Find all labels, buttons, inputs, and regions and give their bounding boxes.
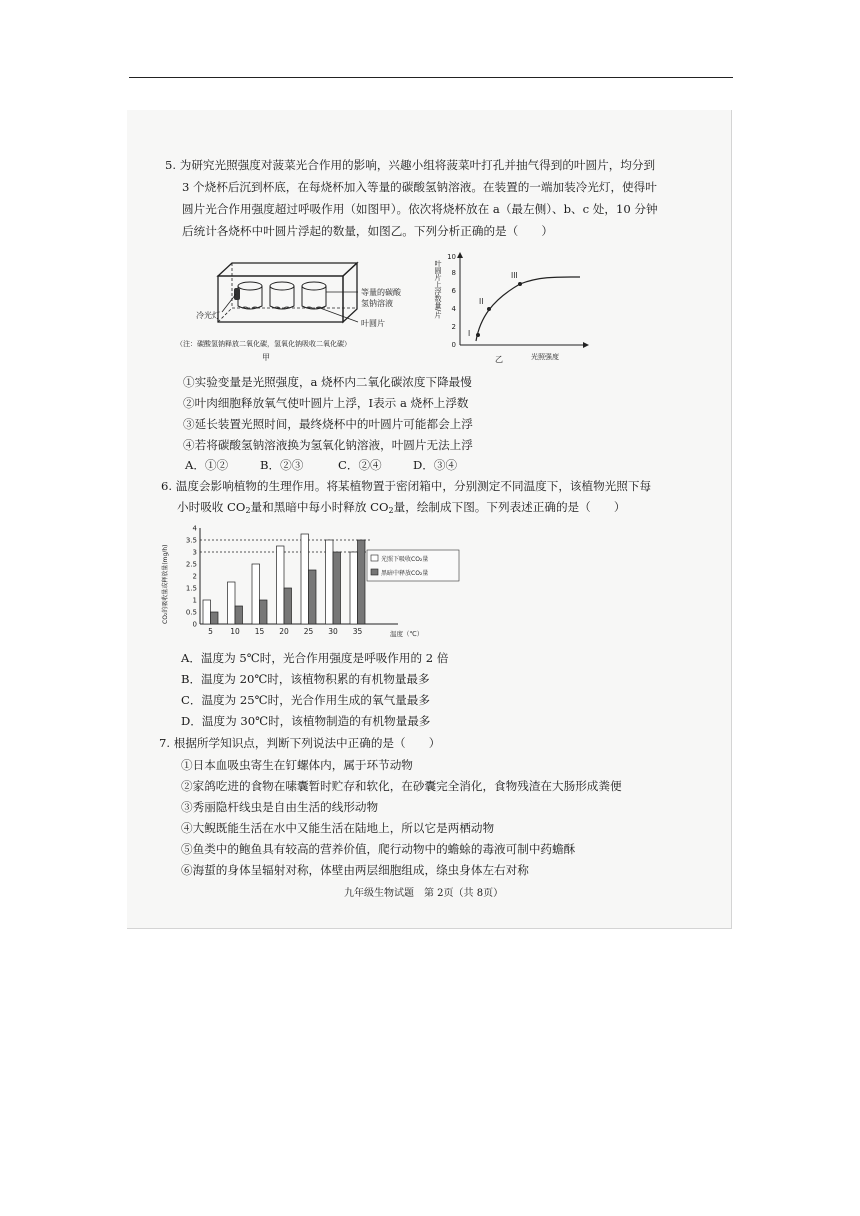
chart-xtick-label: 10 bbox=[230, 627, 240, 636]
q7-statement-1: ①日本血吸虫寄生在钉螺体内，属于环节动物 bbox=[181, 758, 413, 772]
point-label-1: I bbox=[468, 329, 471, 338]
q5-stem-line-2: 3 个烧杯后沉到杯底，在每烧杯加入等量的碳酸氢钠溶液。在装置的一端加装冷光灯，使得叶 bbox=[182, 180, 657, 194]
q5-statement-3: ③延长装置光照时间，最终烧杯中的叶圆片可能都会上浮 bbox=[183, 417, 473, 431]
q5-stem-line-4: 后统计各烧杯中叶圆片浮起的数量，如图乙。下列分析正确的是（ ） bbox=[182, 224, 554, 238]
q7-statement-6: ⑥海蜇的身体呈辐射对称，体壁由两层细胞组成，绦虫身体左右对称 bbox=[181, 863, 529, 877]
q7-statement-4: ④大鲵既能生活在水中又能生活在陆地上，所以它是两栖动物 bbox=[181, 821, 495, 835]
yi-ytick-6: 6 bbox=[451, 287, 456, 295]
point-label-2: II bbox=[479, 297, 484, 306]
chart-ytick-label: 1.5 bbox=[185, 584, 197, 593]
bar-dark-release-20 bbox=[284, 588, 292, 624]
yi-ytick-10: 10 bbox=[447, 253, 456, 261]
q6-stem-line-1: 6. 温度会影响植物的生理作用。将某植物置于密闭箱中，分别测定不同温度下，该植物光照下每 bbox=[161, 479, 652, 493]
chart-ylabel: CO₂的吸收量或释放量(mg/h) bbox=[162, 544, 169, 624]
bar-dark-release-35 bbox=[358, 540, 366, 624]
bar-light-absorb-35 bbox=[350, 552, 358, 624]
bar-light-absorb-25 bbox=[301, 534, 309, 624]
chart-xtick-label: 30 bbox=[328, 627, 338, 636]
legend-swatch-light bbox=[371, 555, 378, 561]
bar-light-absorb-30 bbox=[326, 540, 334, 624]
solution-label-1: 等量的碳酸 bbox=[361, 288, 401, 297]
q5-option-a: A．①② bbox=[185, 458, 229, 472]
chart-xtick-label: 5 bbox=[208, 627, 213, 636]
figure-yi-curve bbox=[420, 248, 595, 368]
bar-dark-release-15 bbox=[260, 600, 268, 624]
chart-ytick-label: 4 bbox=[192, 524, 197, 533]
top-rule bbox=[129, 77, 733, 78]
q5-option-b: B．②③ bbox=[260, 458, 304, 472]
lamp-label: 冷光灯 bbox=[196, 311, 220, 320]
q5-stem-line-1: 5. 为研究光照强度对菠菜光合作用的影响，兴趣小组将菠菜叶打孔并抽气得到的叶圆片，均分到 bbox=[165, 158, 656, 172]
q5-option-c: C．②④ bbox=[338, 458, 382, 472]
yi-ytick-0: 0 bbox=[451, 341, 456, 349]
bar-dark-release-25 bbox=[309, 570, 317, 624]
q6-stem-line-2: 小时吸收 $CO_2$量和黑暗中每小时释放 $CO_2$量，绘制成下图。下列表述正确的是（ ） bbox=[177, 500, 626, 515]
chart-ytick-label: 3 bbox=[192, 548, 197, 557]
q5-statement-4: ④若将碳酸氢钠溶液换为氢氧化钠溶液，叶圆片无法上浮 bbox=[183, 438, 473, 452]
q5-statement-1: ①实验变量是光照强度，a 烧杯内二氧化碳浓度下降最慢 bbox=[183, 375, 472, 389]
point-label-3: III bbox=[511, 271, 518, 280]
legend-light-label: 光照下吸收CO₂量 bbox=[381, 556, 429, 563]
chart-xtick-label: 35 bbox=[352, 627, 363, 636]
chart-ytick-label: 0 bbox=[192, 620, 197, 629]
bar-light-absorb-5 bbox=[203, 600, 211, 624]
legend-swatch-dark bbox=[371, 569, 378, 575]
bar-dark-release-5 bbox=[211, 612, 219, 624]
chart-ytick-label: 0.5 bbox=[185, 608, 197, 617]
q6-option-c: C．温度为 25℃时，光合作用生成的氧气量最多 bbox=[181, 693, 430, 707]
chart-ytick-label: 2 bbox=[192, 572, 197, 581]
q6-option-b: B．温度为 20℃时，该植物积累的有机物量最多 bbox=[181, 672, 430, 686]
bar-dark-release-30 bbox=[333, 552, 341, 624]
yi-ylabel: 叶圆片上浮数量/片 bbox=[434, 260, 442, 319]
chart-ytick-label: 3.5 bbox=[185, 536, 197, 545]
figure-jia-note: （注：碳酸氢钠释放二氧化碳，氢氧化钠吸收二氧化碳） bbox=[176, 340, 351, 348]
chart-ytick-label: 1 bbox=[192, 596, 197, 605]
bar-light-absorb-15 bbox=[252, 564, 260, 624]
q7-stem: 7. 根据所学知识点，判断下列说法中正确的是（ ） bbox=[159, 736, 441, 750]
q7-statement-3: ③秀丽隐杆线虫是自由生活的线形动物 bbox=[181, 800, 379, 814]
legend-dark-label: 黑暗中释放CO₂量 bbox=[381, 570, 429, 577]
q7-statement-2: ②家鸽吃进的食物在嗉囊暂时贮存和软化，在砂囊完全消化，食物残渣在大肠形成粪便 bbox=[181, 779, 622, 793]
figure-jia-caption: 甲 bbox=[262, 353, 270, 362]
chart-xtick-label: 25 bbox=[303, 627, 314, 636]
leaf-disc-label: 叶圆片 bbox=[361, 319, 385, 328]
q5-statement-2: ②叶肉细胞释放氧气使叶圆片上浮，Ⅰ表示 a 烧杯上浮数 bbox=[183, 396, 469, 410]
chart-xlabel: 温度（℃） bbox=[390, 630, 424, 638]
solution-label-2: 氢钠溶液 bbox=[361, 299, 393, 308]
yi-ytick-4: 4 bbox=[451, 305, 456, 313]
q5-option-d: D．③④ bbox=[413, 458, 458, 472]
q7-statement-5: ⑤鱼类中的鲍鱼具有较高的营养价值，爬行动物中的蟾蜍的毒液可制中药蟾酥 bbox=[181, 842, 576, 856]
chart-ytick-label: 2.5 bbox=[185, 560, 197, 569]
yi-ytick-8: 8 bbox=[451, 269, 456, 277]
q5-stem-line-3: 圆片光合作用强度超过呼吸作用（如图甲）。依次将烧杯放在 a（最左侧）、b、c 处，10 分钟 bbox=[182, 202, 658, 216]
bar-light-absorb-10 bbox=[228, 582, 236, 624]
chart-legend bbox=[367, 550, 459, 581]
yi-ytick-2: 2 bbox=[451, 323, 456, 331]
yi-xlabel: 光照强度 bbox=[531, 353, 559, 361]
chart-xtick-label: 20 bbox=[279, 627, 289, 636]
co2-bar-chart bbox=[160, 520, 460, 642]
bar-light-absorb-20 bbox=[277, 546, 285, 624]
q6-option-a: A．温度为 5℃时，光合作用强度是呼吸作用的 2 倍 bbox=[181, 651, 449, 665]
page-footer: 九年级生物试题 第 2页（共 8页） bbox=[344, 888, 504, 899]
q6-option-d: D．温度为 30℃时，该植物制造的有机物量最多 bbox=[181, 714, 431, 728]
bar-dark-release-10 bbox=[235, 606, 243, 624]
figure-yi-caption: 乙 bbox=[495, 355, 503, 364]
chart-xtick-label: 15 bbox=[254, 627, 265, 636]
